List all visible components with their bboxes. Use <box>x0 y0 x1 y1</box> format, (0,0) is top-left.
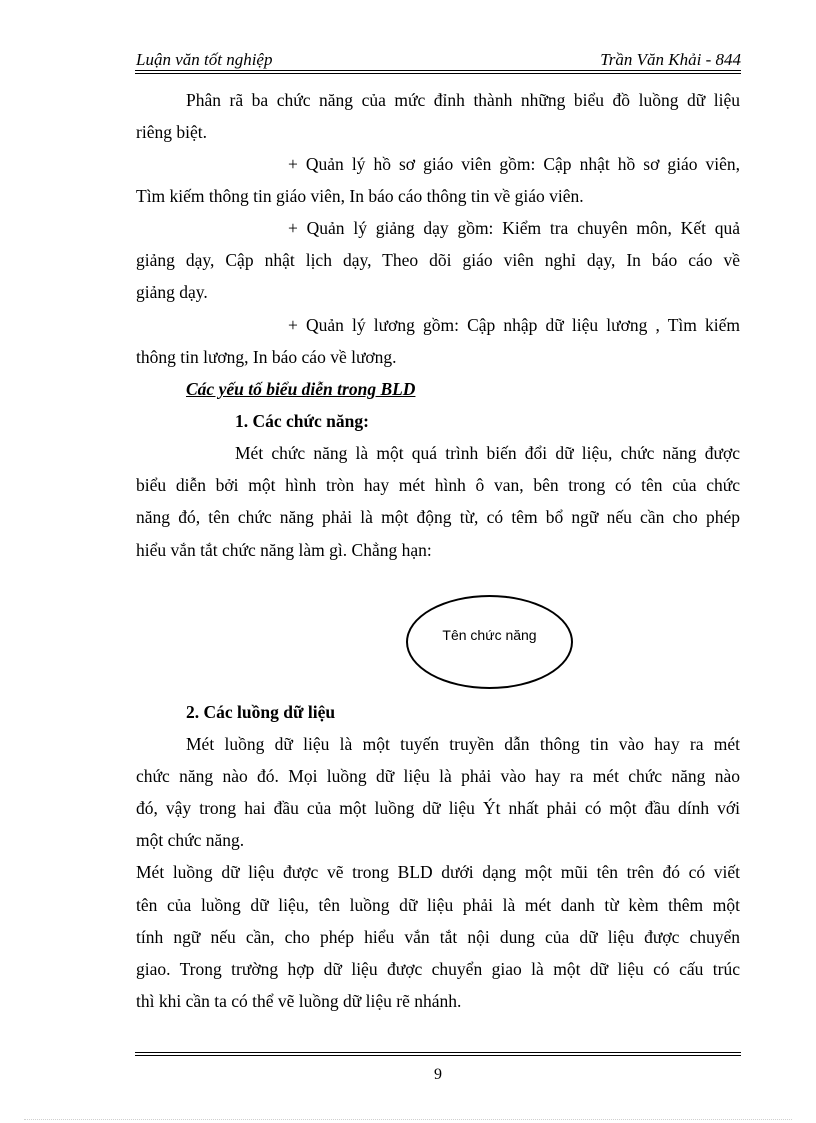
header-author: Trần Văn Khải - 844 <box>600 50 741 69</box>
section-1-line-4: hiểu vắn tắt chức năng làm gì. Chẳng hạn: <box>136 540 432 560</box>
footer-rule-bottom <box>135 1055 741 1056</box>
item-teaching-line-2: giảng dạy, Cập nhật lịch dạy, Theo dõi giáo viên nghỉ dạy, In báo cáo về <box>136 250 740 270</box>
section-1-line-3: năng đó, tên chức năng phải là một động từ, có têm bổ ngữ nếu cần cho phép <box>136 507 740 527</box>
header-rule-top <box>135 70 741 71</box>
section-2-title: 2. Các luồng dữ liệu <box>186 702 336 722</box>
intro-line-2: riêng biệt. <box>136 122 207 142</box>
section-2-para-2-line-2: tên của luồng dữ liệu, tên luồng dữ liệu phải là mét danh từ kèm thêm một <box>136 895 740 915</box>
item-teaching-line-1: + Quản lý giảng dạy gồm: Kiểm tra chuyên môn, Kết quả <box>288 218 740 238</box>
section-2-para-1-line-3: đó, vậy trong hai đầu của một luồng dữ liệu Ýt nhất phải có một đầu dính với <box>136 798 740 818</box>
page-header <box>135 48 741 74</box>
item-teacher-line-2: Tìm kiếm thông tin giáo viên, In báo cáo thông tin về giáo viên. <box>136 186 584 206</box>
item-salary-line-1: + Quản lý lương gồm: Cập nhập dữ liệu lương , Tìm kiếm <box>288 315 740 335</box>
intro-line-1: Phân rã ba chức năng của mức đỉnh thành những biểu đồ luồng dữ liệu <box>186 90 740 110</box>
section-1-title: 1. Các chức năng: <box>235 411 369 431</box>
section-1-line-2: biểu diễn bởi một hình tròn hay mét hình ô van, bên trong có tên của chức <box>136 475 740 495</box>
page-edge-dotted-line <box>24 1119 792 1120</box>
item-teacher-line-1: + Quản lý hồ sơ giáo viên gồm: Cập nhật hồ sơ giáo viên, <box>288 154 740 174</box>
section-2-para-2-line-5: thì khi cần ta có thể vẽ luồng dữ liệu rẽ nhánh. <box>136 991 462 1011</box>
page-number: 9 <box>434 1066 442 1083</box>
function-ellipse-label: Tên chức năng <box>442 627 537 643</box>
section-2-para-2-line-3: tính ngữ nếu cần, cho phép hiểu vắn tắt nội dung của dữ liệu được chuyển <box>136 927 740 947</box>
section-2-para-1-line-2: chức năng nào đó. Mọi luồng dữ liệu là phải vào hay ra mét chức năng nào <box>136 766 740 786</box>
section-2-para-1-line-4: một chức năng. <box>136 830 245 850</box>
section-2-para-2-line-4: giao. Trong trường hợp dữ liệu được chuyển giao là một dữ liệu có cấu trúc <box>136 959 740 979</box>
item-salary-line-2: thông tin lương, In báo cáo về lương. <box>136 347 397 367</box>
section-2-para-2-line-1: Mét luồng dữ liệu được vẽ trong BLD dưới dạng một mũi tên trên đó có viết <box>136 862 740 882</box>
section-subheading: Các yếu tố biểu diễn trong BLD <box>186 379 416 399</box>
item-teaching-line-3: giảng dạy. <box>136 282 208 302</box>
section-1-line-1: Mét chức năng là một quá trình biến đổi dữ liệu, chức năng được <box>235 443 740 463</box>
footer-rule-top <box>135 1052 741 1053</box>
header-rule-bottom <box>135 73 741 74</box>
section-2-para-1-line-1: Mét luồng dữ liệu là một tuyến truyền dẫn thông tin vào hay ra mét <box>186 734 740 754</box>
header-thesis-title: Luận văn tốt nghiệp <box>136 50 273 69</box>
